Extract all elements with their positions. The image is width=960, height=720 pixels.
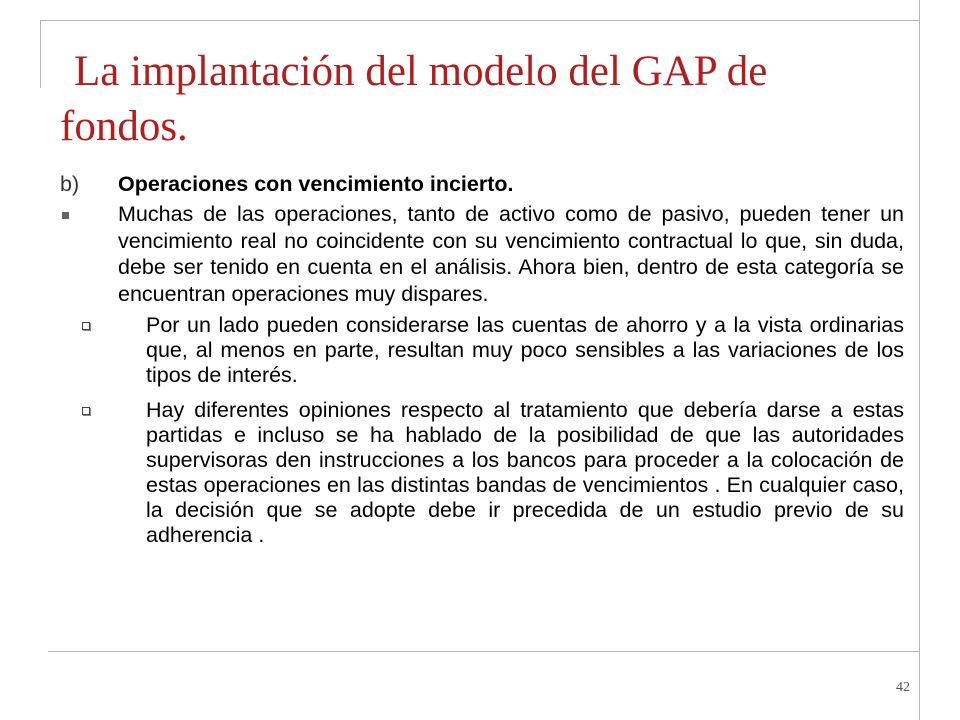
sub-item: [82, 313, 904, 388]
square-bullet-icon: [62, 212, 69, 219]
hollow-square-bullet-icon: [82, 322, 90, 330]
main-paragraph: [60, 201, 904, 307]
main-paragraph-text: Muchas de las operaciones, tanto de activo como de pasivo, pueden tener un vencimiento real no coincidente con su vencimiento contractual lo que, sin duda, debe ser tenido en cuenta en el análisis. Ahora bien, dentro de esta categoría se encuentran operaciones muy dispares.: [118, 202, 904, 306]
section-heading-text: Operaciones con vencimiento incierto.: [118, 172, 514, 196]
frame-bottom-line: [48, 651, 920, 652]
frame-left-line: [40, 20, 41, 88]
sub-item: [82, 398, 904, 548]
slide-content: [60, 172, 904, 558]
frame-top-line: [40, 20, 920, 21]
section-marker: b): [60, 172, 80, 196]
page-number: 42: [896, 680, 910, 695]
sub-item-text: Hay diferentes opiniones respecto al tratamiento que debería darse a estas partidas e incluso se ha hablado de la posibilidad de que las autoridades supervisoras den instrucciones a los bancos para proceder a la colocación de estas operaciones en las distintas bandas de vencimientos . En cualquier caso, la decisión que se adopte debe ir precedida de un estudio previo de su adherencia .: [146, 398, 904, 547]
frame-right-line: [919, 0, 920, 720]
hollow-square-bullet-icon: [82, 407, 90, 415]
sub-item-text: Por un lado pueden considerarse las cuentas de ahorro y a la vista ordinarias que, al menos en parte, resultan muy poco sensibles a las variaciones de los tipos de interés.: [146, 313, 904, 387]
slide-title: [60, 44, 880, 154]
section-heading: [60, 172, 904, 197]
slide-title-text: La implantación del modelo del GAP de fondos.: [60, 48, 768, 150]
